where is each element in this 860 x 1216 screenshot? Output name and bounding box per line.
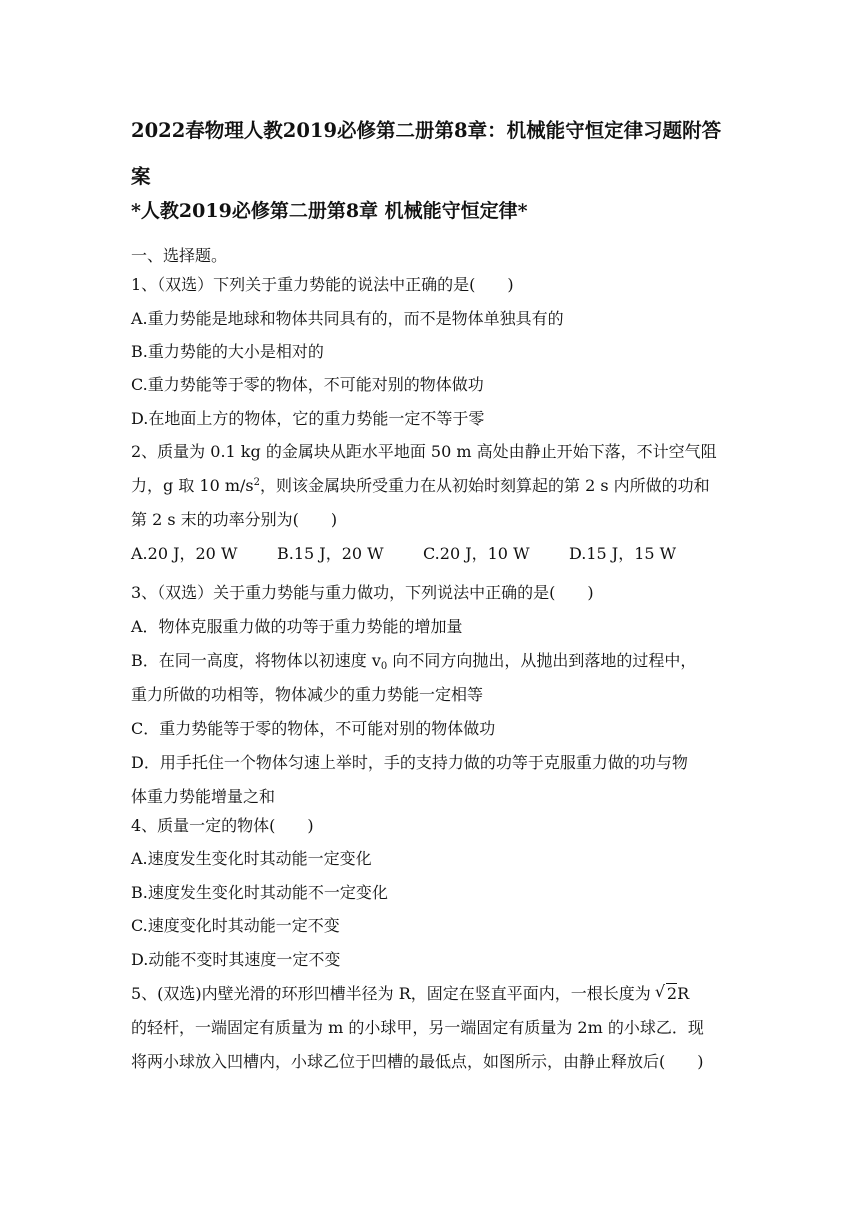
question-3-option-b-line-2: 重力所做的功相等，物体减少的重力势能一定相等 <box>131 685 484 704</box>
question-4-option-b: B.速度发生变化时其动能不一定变化 <box>131 883 388 902</box>
question-4-option-a: A.速度发生变化时其动能一定变化 <box>131 849 372 868</box>
question-5-line-1 <box>131 983 689 1005</box>
question-2-line-2-part-a: 力，g 取 10 m/s <box>131 476 254 495</box>
question-1-option-b: B.重力势能的大小是相对的 <box>131 342 324 361</box>
question-2-option-b: B.15 J，20 W <box>277 544 384 563</box>
question-2-option-a: A.20 J，20 W <box>131 544 238 563</box>
question-3-option-a: A．物体克服重力做的功等于重力势能的增加量 <box>131 617 463 636</box>
question-1-option-c: C.重力势能等于零的物体，不可能对别的物体做功 <box>131 375 484 394</box>
question-1-option-d: D.在地面上方的物体，它的重力势能一定不等于零 <box>131 409 485 428</box>
question-1-option-a: A.重力势能是地球和物体共同具有的，而不是物体单独具有的 <box>131 309 564 328</box>
question-2-line-1: 2、质量为 0.1 kg 的金属块从距水平地面 50 m 高处由静止开始下落，不计空气阻 <box>131 442 717 461</box>
question-2-option-d: D.15 J，15 W <box>569 544 677 563</box>
question-2-line-2 <box>131 475 710 497</box>
question-1-stem: 1、（双选）下列关于重力势能的说法中正确的是( ) <box>131 275 514 294</box>
sqrt-symbol <box>656 983 677 1005</box>
question-5-line-1-part-a: 5、(双选)内壁光滑的环形凹槽半径为 R，固定在竖直平面内，一根长度为 <box>131 984 656 1003</box>
question-2-line-3: 第 2 s 末的功率分别为( ) <box>131 510 338 529</box>
question-5-line-2: 的轻杆，一端固定有质量为 m 的小球甲，另一端固定有质量为 2m 的小球乙．现 <box>131 1018 704 1037</box>
title-line-2: 案 <box>131 165 151 188</box>
question-3-option-b-part-a: B．在同一高度，将物体以初速度 v <box>131 651 381 670</box>
question-3-option-d-line-1: D．用手托住一个物体匀速上举时，手的支持力做的功等于克服重力做的功与物 <box>131 753 688 772</box>
question-2-option-c: C.20 J，10 W <box>423 544 530 563</box>
question-3-option-c: C．重力势能等于零的物体，不可能对别的物体做功 <box>131 719 496 738</box>
title-line-1: 2022春物理人教2019必修第二册第8章：机械能守恒定律习题附答 <box>131 119 722 142</box>
question-3-option-d-line-2: 体重力势能增量之和 <box>131 787 276 806</box>
subscript-0: 0 <box>380 661 388 672</box>
question-3-option-b-part-b: 向不同方向抛出，从抛出到落地的过程中， <box>387 651 697 670</box>
question-5-line-1-part-b: R <box>677 984 690 1003</box>
question-4-stem: 4、质量一定的物体( ) <box>131 816 314 835</box>
sqrt-radicand: 2 <box>666 984 678 1003</box>
question-2-line-2-part-b: ，则该金属块所受重力在从初始时刻算起的第 2 s 内所做的功和 <box>260 476 710 495</box>
question-2-options <box>131 543 676 565</box>
superscript-2: 2 <box>253 477 261 488</box>
question-5-line-3: 将两小球放入凹槽内，小球乙位于凹槽的最低点，如图所示，由静止释放后( ) <box>131 1052 704 1071</box>
question-4-option-c: C.速度变化时其动能一定不变 <box>131 916 340 935</box>
document-subtitle: *人教2019必修第二册第8章 机械能守恒定律* <box>131 200 528 222</box>
question-3-option-b-line-1 <box>131 650 696 672</box>
document-title <box>131 108 751 200</box>
question-4-option-d: D.动能不变时其速度一定不变 <box>131 950 341 969</box>
question-3-stem: 3、（双选）关于重力势能与重力做功，下列说法中正确的是( ) <box>131 583 594 602</box>
section-heading: 一、选择题。 <box>131 246 228 265</box>
